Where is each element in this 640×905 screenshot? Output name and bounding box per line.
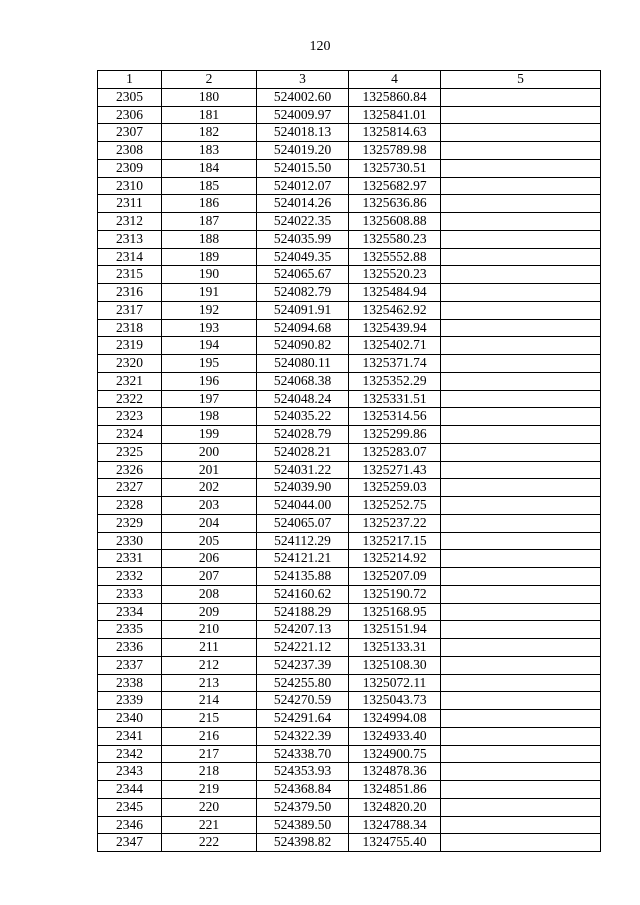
table-cell-col-1: 2315 [98,266,162,284]
table-cell-col-3: 524009.97 [257,106,349,124]
table-row [98,479,601,497]
table-row [98,710,601,728]
table-cell-col-3: 524015.50 [257,159,349,177]
table-cell-col-2: 220 [162,798,257,816]
table-cell-col-4: 1325580.23 [349,230,441,248]
table-cell-col-4: 1325283.07 [349,443,441,461]
table-row [98,408,601,426]
coordinates-table [97,70,601,852]
table-cell-col-5 [441,319,601,337]
table-cell-col-4: 1325730.51 [349,159,441,177]
table-row [98,532,601,550]
table-cell-col-1: 2336 [98,639,162,657]
table-cell-col-1: 2323 [98,408,162,426]
table-row [98,88,601,106]
table-cell-col-4: 1325484.94 [349,284,441,302]
table-cell-col-3: 524028.21 [257,443,349,461]
table-cell-col-2: 208 [162,585,257,603]
table-cell-col-2: 213 [162,674,257,692]
table-cell-col-4: 1325860.84 [349,88,441,106]
table-cell-col-2: 210 [162,621,257,639]
table-cell-col-3: 524035.99 [257,230,349,248]
table-row [98,159,601,177]
table-cell-col-4: 1324820.20 [349,798,441,816]
table-cell-col-2: 222 [162,834,257,852]
table-cell-col-5 [441,159,601,177]
table-cell-col-2: 200 [162,443,257,461]
table-cell-col-2: 196 [162,372,257,390]
table-cell-col-4: 1325259.03 [349,479,441,497]
table-cell-col-5 [441,639,601,657]
table-cell-col-1: 2342 [98,745,162,763]
table-row [98,781,601,799]
table-row [98,248,601,266]
table-row [98,692,601,710]
table-cell-col-1: 2341 [98,727,162,745]
table-cell-col-3: 524270.59 [257,692,349,710]
table-cell-col-5 [441,710,601,728]
column-header-1: 1 [98,71,162,89]
table-cell-col-5 [441,816,601,834]
table-cell-col-4: 1324994.08 [349,710,441,728]
table-cell-col-3: 524160.62 [257,585,349,603]
table-cell-col-5 [441,266,601,284]
page-number: 120 [309,39,331,54]
table-cell-col-2: 190 [162,266,257,284]
table-cell-col-1: 2306 [98,106,162,124]
table-cell-col-1: 2333 [98,585,162,603]
table-row [98,603,601,621]
table-cell-col-3: 524368.84 [257,781,349,799]
table-cell-col-3: 524018.13 [257,124,349,142]
table-cell-col-4: 1325299.86 [349,426,441,444]
table-cell-col-1: 2328 [98,497,162,515]
table-cell-col-5 [441,195,601,213]
table-cell-col-5 [441,745,601,763]
table-cell-col-2: 199 [162,426,257,444]
table-cell-col-1: 2346 [98,816,162,834]
table-cell-col-3: 524389.50 [257,816,349,834]
table-row [98,461,601,479]
table-cell-col-1: 2318 [98,319,162,337]
table-cell-col-5 [441,301,601,319]
table-cell-col-5 [441,408,601,426]
table-cell-col-4: 1325207.09 [349,568,441,586]
table-cell-col-1: 2317 [98,301,162,319]
table-row [98,745,601,763]
table-cell-col-5 [441,514,601,532]
table-cell-col-2: 182 [162,124,257,142]
table-cell-col-5 [441,337,601,355]
table-cell-col-2: 198 [162,408,257,426]
table-cell-col-1: 2327 [98,479,162,497]
table-cell-col-1: 2321 [98,372,162,390]
table-cell-col-4: 1325352.29 [349,372,441,390]
table-cell-col-5 [441,621,601,639]
table-cell-col-2: 180 [162,88,257,106]
table-cell-col-3: 524065.67 [257,266,349,284]
table-cell-col-4: 1324788.34 [349,816,441,834]
table-cell-col-1: 2326 [98,461,162,479]
table-cell-col-3: 524094.68 [257,319,349,337]
table-cell-col-4: 1325608.88 [349,213,441,231]
table-row [98,763,601,781]
table-cell-col-3: 524080.11 [257,355,349,373]
table-cell-col-4: 1325214.92 [349,550,441,568]
table-cell-col-5 [441,355,601,373]
table-row [98,816,601,834]
table-cell-col-1: 2307 [98,124,162,142]
table-cell-col-1: 2330 [98,532,162,550]
table-cell-col-5 [441,461,601,479]
table-cell-col-2: 189 [162,248,257,266]
table-cell-col-4: 1325133.31 [349,639,441,657]
table-cell-col-3: 524121.21 [257,550,349,568]
table-cell-col-3: 524091.91 [257,301,349,319]
table-row [98,266,601,284]
table-cell-col-2: 197 [162,390,257,408]
table-cell-col-4: 1325439.94 [349,319,441,337]
table-cell-col-2: 191 [162,284,257,302]
table-row [98,674,601,692]
table-cell-col-4: 1325841.01 [349,106,441,124]
table-cell-col-3: 524090.82 [257,337,349,355]
table-row [98,142,601,160]
table-cell-col-1: 2339 [98,692,162,710]
table-cell-col-2: 203 [162,497,257,515]
table-cell-col-4: 1325814.63 [349,124,441,142]
table-row [98,639,601,657]
table-cell-col-3: 524221.12 [257,639,349,657]
table-cell-col-2: 195 [162,355,257,373]
table-cell-col-1: 2322 [98,390,162,408]
table-cell-col-5 [441,763,601,781]
table-cell-col-2: 211 [162,639,257,657]
table-cell-col-2: 194 [162,337,257,355]
table-cell-col-3: 524048.24 [257,390,349,408]
table-cell-col-2: 216 [162,727,257,745]
table-row [98,195,601,213]
table-cell-col-1: 2329 [98,514,162,532]
table-cell-col-3: 524028.79 [257,426,349,444]
table-cell-col-3: 524112.29 [257,532,349,550]
table-cell-col-1: 2324 [98,426,162,444]
table-cell-col-1: 2313 [98,230,162,248]
table-cell-col-2: 212 [162,656,257,674]
column-header-2: 2 [162,71,257,89]
table-cell-col-2: 215 [162,710,257,728]
table-cell-col-3: 524207.13 [257,621,349,639]
table-cell-col-5 [441,426,601,444]
table-cell-col-3: 524002.60 [257,88,349,106]
table-cell-col-2: 183 [162,142,257,160]
table-cell-col-2: 187 [162,213,257,231]
table-cell-col-1: 2332 [98,568,162,586]
table-cell-col-2: 219 [162,781,257,799]
table-cell-col-5 [441,106,601,124]
table-cell-col-3: 524022.35 [257,213,349,231]
table-cell-col-2: 202 [162,479,257,497]
table-cell-col-1: 2345 [98,798,162,816]
table-row [98,514,601,532]
table-cell-col-3: 524237.39 [257,656,349,674]
table-cell-col-1: 2311 [98,195,162,213]
table-cell-col-1: 2340 [98,710,162,728]
table-row [98,834,601,852]
table-cell-col-4: 1325237.22 [349,514,441,532]
table-cell-col-5 [441,497,601,515]
table-header-row [98,71,601,89]
table-cell-col-2: 192 [162,301,257,319]
table-cell-col-2: 204 [162,514,257,532]
table-cell-col-5 [441,550,601,568]
table-row [98,177,601,195]
table-cell-col-5 [441,177,601,195]
column-header-5: 5 [441,71,601,89]
table-cell-col-3: 524353.93 [257,763,349,781]
table-cell-col-4: 1325682.97 [349,177,441,195]
table-row [98,497,601,515]
table-cell-col-1: 2320 [98,355,162,373]
table-cell-col-4: 1325168.95 [349,603,441,621]
table-cell-col-3: 524255.80 [257,674,349,692]
table-cell-col-5 [441,479,601,497]
table-cell-col-2: 214 [162,692,257,710]
table-cell-col-1: 2347 [98,834,162,852]
table-cell-col-1: 2331 [98,550,162,568]
table-cell-col-3: 524082.79 [257,284,349,302]
table-cell-col-3: 524065.07 [257,514,349,532]
table-cell-col-2: 218 [162,763,257,781]
table-cell-col-4: 1324851.86 [349,781,441,799]
table-cell-col-5 [441,213,601,231]
table-cell-col-4: 1325271.43 [349,461,441,479]
table-row [98,390,601,408]
table-cell-col-5 [441,798,601,816]
table-cell-col-4: 1325151.94 [349,621,441,639]
table-cell-col-2: 188 [162,230,257,248]
table-cell-col-2: 193 [162,319,257,337]
table-cell-col-3: 524291.64 [257,710,349,728]
table-row [98,213,601,231]
table-cell-col-4: 1325043.73 [349,692,441,710]
table-cell-col-4: 1325190.72 [349,585,441,603]
table-row [98,621,601,639]
table-cell-col-3: 524338.70 [257,745,349,763]
table-row [98,124,601,142]
table-cell-col-5 [441,656,601,674]
table-row [98,337,601,355]
table-cell-col-4: 1325371.74 [349,355,441,373]
table-cell-col-1: 2316 [98,284,162,302]
table-cell-col-5 [441,674,601,692]
table-cell-col-4: 1325462.92 [349,301,441,319]
table-cell-col-2: 217 [162,745,257,763]
table-cell-col-4: 1325252.75 [349,497,441,515]
table-cell-col-4: 1325217.15 [349,532,441,550]
table-cell-col-1: 2319 [98,337,162,355]
table-cell-col-5 [441,142,601,160]
table-cell-col-4: 1324755.40 [349,834,441,852]
table-cell-col-1: 2335 [98,621,162,639]
table-cell-col-1: 2312 [98,213,162,231]
table-cell-col-1: 2308 [98,142,162,160]
table-cell-col-2: 221 [162,816,257,834]
table-cell-col-5 [441,230,601,248]
table-cell-col-4: 1325636.86 [349,195,441,213]
table-row [98,426,601,444]
table-cell-col-5 [441,443,601,461]
table-cell-col-5 [441,284,601,302]
table-cell-col-4: 1325072.11 [349,674,441,692]
table-cell-col-4: 1324933.40 [349,727,441,745]
table-cell-col-3: 524039.90 [257,479,349,497]
table-cell-col-3: 524014.26 [257,195,349,213]
table-cell-col-3: 524068.38 [257,372,349,390]
table-cell-col-5 [441,532,601,550]
table-cell-col-1: 2325 [98,443,162,461]
table-row [98,568,601,586]
table-cell-col-3: 524379.50 [257,798,349,816]
table-cell-col-5 [441,124,601,142]
table-cell-col-1: 2338 [98,674,162,692]
table-cell-col-5 [441,834,601,852]
table-cell-col-4: 1324900.75 [349,745,441,763]
table-row [98,106,601,124]
table-cell-col-5 [441,692,601,710]
table-cell-col-5 [441,603,601,621]
table-row [98,443,601,461]
table-cell-col-2: 207 [162,568,257,586]
table-row [98,798,601,816]
table-cell-col-3: 524019.20 [257,142,349,160]
table-cell-col-4: 1325520.23 [349,266,441,284]
table-cell-col-1: 2309 [98,159,162,177]
table-cell-col-1: 2337 [98,656,162,674]
table-row [98,550,601,568]
table-cell-col-5 [441,568,601,586]
table-cell-col-4: 1325789.98 [349,142,441,160]
table-row [98,355,601,373]
table-cell-col-5 [441,781,601,799]
table-cell-col-5 [441,390,601,408]
table-cell-col-1: 2344 [98,781,162,799]
table-cell-col-3: 524322.39 [257,727,349,745]
table-cell-col-3: 524035.22 [257,408,349,426]
table-row [98,319,601,337]
column-header-4: 4 [349,71,441,89]
table-cell-col-3: 524044.00 [257,497,349,515]
table-cell-col-1: 2314 [98,248,162,266]
table-cell-col-5 [441,727,601,745]
table-row [98,230,601,248]
table-cell-col-3: 524049.35 [257,248,349,266]
table-cell-col-4: 1324878.36 [349,763,441,781]
table-cell-col-2: 206 [162,550,257,568]
table-cell-col-2: 205 [162,532,257,550]
table-cell-col-2: 209 [162,603,257,621]
table-cell-col-2: 184 [162,159,257,177]
table-row [98,301,601,319]
table-cell-col-3: 524031.22 [257,461,349,479]
table-cell-col-5 [441,585,601,603]
table-cell-col-4: 1325552.88 [349,248,441,266]
table-row [98,585,601,603]
table-cell-col-2: 185 [162,177,257,195]
table-cell-col-5 [441,372,601,390]
table-cell-col-4: 1325108.30 [349,656,441,674]
table-body [98,88,601,851]
table-cell-col-4: 1325402.71 [349,337,441,355]
table-cell-col-3: 524012.07 [257,177,349,195]
table-cell-col-5 [441,88,601,106]
table-cell-col-2: 181 [162,106,257,124]
table-row [98,284,601,302]
table-cell-col-2: 201 [162,461,257,479]
table-row [98,727,601,745]
table-cell-col-1: 2334 [98,603,162,621]
table-row [98,656,601,674]
table-cell-col-3: 524135.88 [257,568,349,586]
table-cell-col-2: 186 [162,195,257,213]
table-cell-col-4: 1325331.51 [349,390,441,408]
table-cell-col-3: 524398.82 [257,834,349,852]
table-cell-col-1: 2310 [98,177,162,195]
table-row [98,372,601,390]
table-cell-col-5 [441,248,601,266]
table-cell-col-4: 1325314.56 [349,408,441,426]
table-cell-col-1: 2343 [98,763,162,781]
table-cell-col-3: 524188.29 [257,603,349,621]
column-header-3: 3 [257,71,349,89]
table-cell-col-1: 2305 [98,88,162,106]
